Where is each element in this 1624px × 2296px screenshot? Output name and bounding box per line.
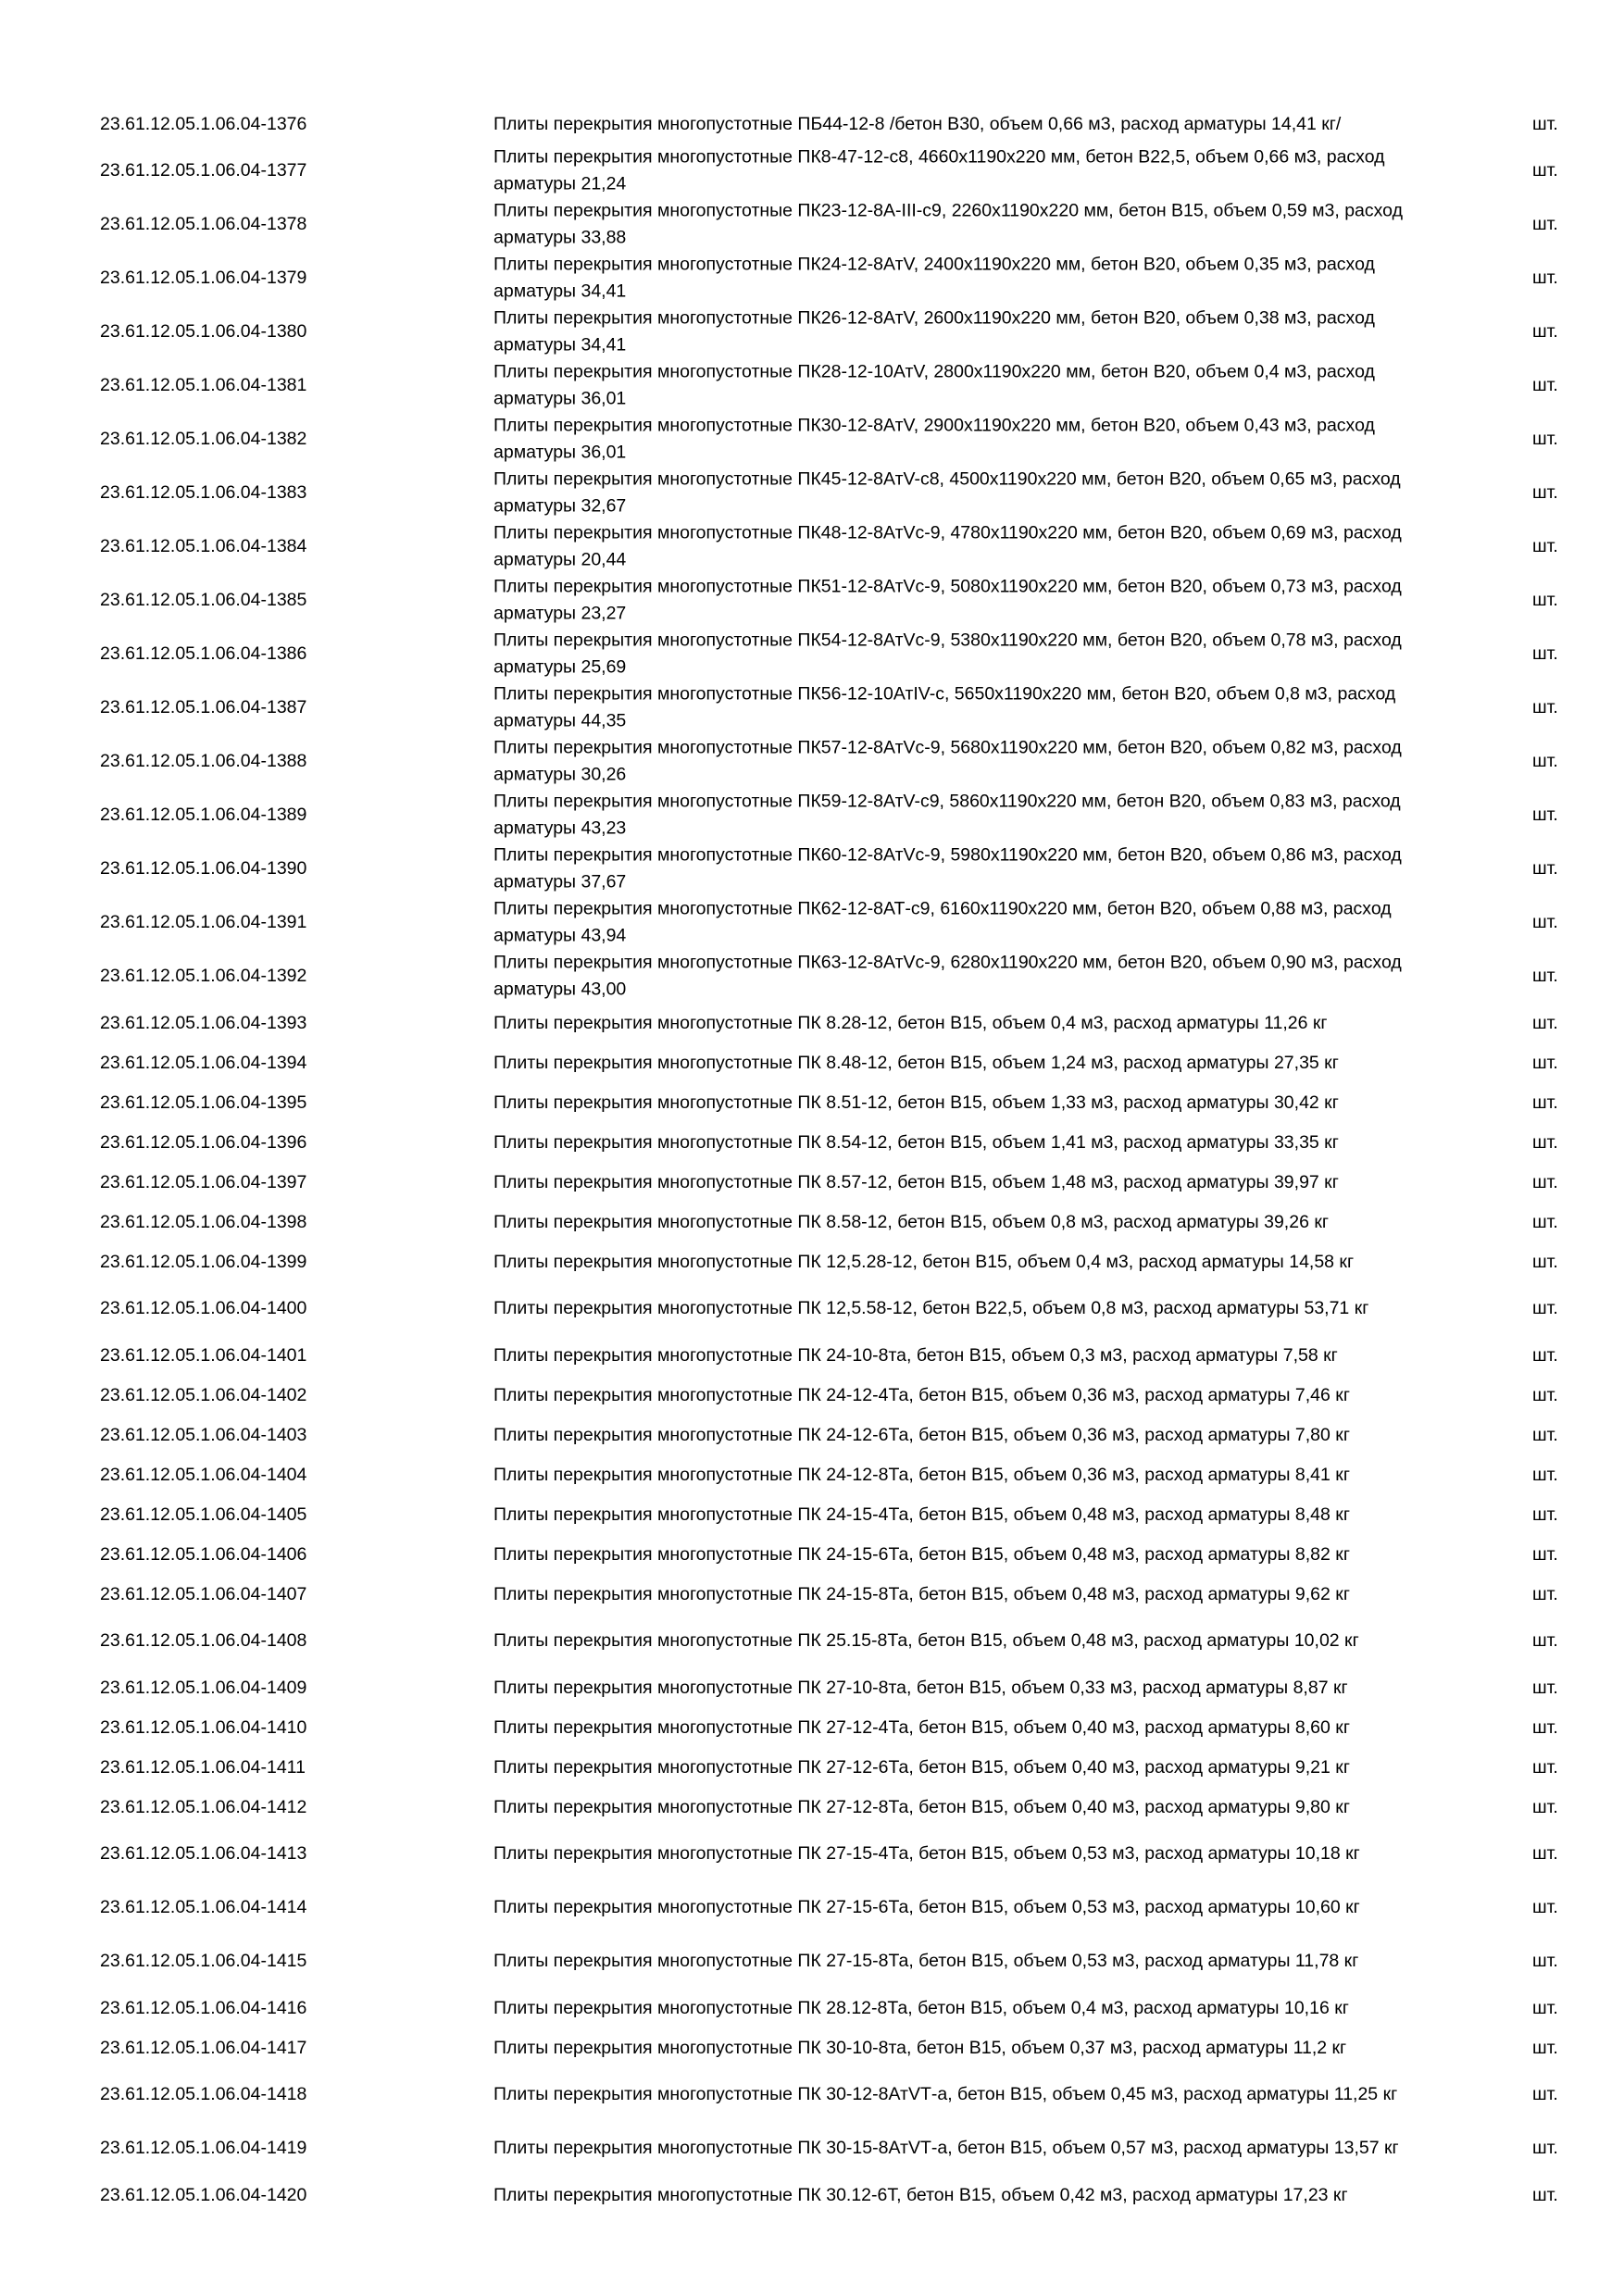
resource-code: 23.61.12.05.1.06.04-1386 bbox=[100, 643, 307, 664]
unit-of-measure: шт. bbox=[1532, 697, 1558, 718]
resource-description: Плиты перекрытия многопустотные ПК 25.15-8Та, бетон В15, объем 0,48 м3, расход арматуры 10,02 кг bbox=[493, 1629, 1359, 1651]
table-row bbox=[0, 680, 1624, 734]
resource-code: 23.61.12.05.1.06.04-1394 bbox=[100, 1052, 307, 1073]
unit-of-measure: шт. bbox=[1532, 858, 1558, 879]
resource-description: Плиты перекрытия многопустотные ПК59-12-8АтV-с9, 5860х1190х220 мм, бетон В20, объем 0,83 м3, расход арматуры 43,23 bbox=[493, 791, 1401, 838]
unit-of-measure: шт. bbox=[1532, 1504, 1558, 1525]
table-row bbox=[0, 305, 1624, 358]
resource-description: Плиты перекрытия многопустотные ПК 8.48-12, бетон В15, объем 1,24 м3, расход арматуры 27,35 кг bbox=[493, 1052, 1339, 1073]
unit-of-measure: шт. bbox=[1532, 1171, 1558, 1192]
table-row bbox=[0, 1202, 1624, 1242]
table-row bbox=[0, 1454, 1624, 1494]
resource-description: Плиты перекрытия многопустотные ПК 30-15-8АтVТ-а, бетон В15, объем 0,57 м3, расход арматуры 13,57 кг bbox=[493, 2137, 1399, 2158]
table-row bbox=[0, 1787, 1624, 1827]
resource-code: 23.61.12.05.1.06.04-1383 bbox=[100, 482, 307, 503]
resource-description: Плиты перекрытия многопустотные ПК54-12-8АтVс-9, 5380х1190х220 мм, бетон В20, объем 0,78 м3, расход арматуры 25,69 bbox=[493, 630, 1402, 677]
resource-code: 23.61.12.05.1.06.04-1408 bbox=[100, 1630, 307, 1651]
table-row bbox=[0, 1003, 1624, 1042]
price-table bbox=[0, 104, 1624, 2215]
table-row bbox=[0, 1415, 1624, 1454]
table-row bbox=[0, 1122, 1624, 1162]
unit-of-measure: шт. bbox=[1532, 966, 1558, 986]
unit-of-measure: шт. bbox=[1532, 214, 1558, 234]
resource-code: 23.61.12.05.1.06.04-1410 bbox=[100, 1716, 307, 1738]
table-row bbox=[0, 1494, 1624, 1534]
table-row bbox=[0, 949, 1624, 1003]
resource-description: Плиты перекрытия многопустотные ПК 24-15-6Та, бетон В15, объем 0,48 м3, расход арматуры 8,82 кг bbox=[493, 1543, 1350, 1565]
resource-description: Плиты перекрытия многопустотные ПК 30-10-8та, бетон В15, объем 0,37 м3, расход арматуры 11,2 кг bbox=[493, 2037, 1347, 2058]
table-row bbox=[0, 519, 1624, 573]
resource-description: Плиты перекрытия многопустотные ПК 8.28-12, бетон В15, объем 0,4 м3, расход арматуры 11,26 кг bbox=[493, 1012, 1328, 1033]
table-row bbox=[0, 1162, 1624, 1202]
resource-code: 23.61.12.05.1.06.04-1416 bbox=[100, 1997, 307, 2018]
unit-of-measure: шт. bbox=[1532, 1796, 1558, 1817]
resource-code: 23.61.12.05.1.06.04-1406 bbox=[100, 1543, 307, 1565]
unit-of-measure: шт. bbox=[1532, 1897, 1558, 1917]
table-row bbox=[0, 1614, 1624, 1667]
table-row bbox=[0, 466, 1624, 519]
resource-code: 23.61.12.05.1.06.04-1390 bbox=[100, 858, 307, 879]
table-row bbox=[0, 1707, 1624, 1747]
resource-code: 23.61.12.05.1.06.04-1376 bbox=[100, 113, 307, 134]
resource-description: Плиты перекрытия многопустотные ПК 30-12-8АтVТ-а, бетон В15, объем 0,45 м3, расход арматуры 11,25 кг bbox=[493, 2083, 1398, 2104]
unit-of-measure: шт. bbox=[1532, 1951, 1558, 1971]
resource-description: Плиты перекрытия многопустотные ПК 27-15-8Та, бетон В15, объем 0,53 м3, расход арматуры 11,78 кг bbox=[493, 1950, 1359, 1971]
resource-description: Плиты перекрытия многопустотные ПК 12,5.58-12, бетон В22,5, объем 0,8 м3, расход арматуры 53,71 кг bbox=[493, 1297, 1369, 1318]
table-row bbox=[0, 627, 1624, 680]
unit-of-measure: шт. bbox=[1532, 1756, 1558, 1778]
resource-code: 23.61.12.05.1.06.04-1399 bbox=[100, 1251, 307, 1272]
resource-description: Плиты перекрытия многопустотные ПК24-12-8АтV, 2400х1190х220 мм, бетон В20, объем 0,35 м3, расход арматуры 34,41 bbox=[493, 254, 1375, 301]
table-row bbox=[0, 788, 1624, 842]
unit-of-measure: шт. bbox=[1532, 2084, 1558, 2104]
resource-code: 23.61.12.05.1.06.04-1391 bbox=[100, 912, 307, 932]
table-row bbox=[0, 1880, 1624, 1934]
table-row bbox=[0, 1335, 1624, 1375]
resource-code: 23.61.12.05.1.06.04-1387 bbox=[100, 697, 307, 718]
unit-of-measure: шт. bbox=[1532, 1677, 1558, 1698]
unit-of-measure: шт. bbox=[1532, 1583, 1558, 1604]
unit-of-measure: шт. bbox=[1532, 1424, 1558, 1445]
resource-code: 23.61.12.05.1.06.04-1418 bbox=[100, 2084, 307, 2104]
resource-code: 23.61.12.05.1.06.04-1379 bbox=[100, 268, 307, 288]
table-row bbox=[0, 1042, 1624, 1082]
unit-of-measure: шт. bbox=[1532, 2037, 1558, 2058]
resource-code: 23.61.12.05.1.06.04-1397 bbox=[100, 1171, 307, 1192]
resource-code: 23.61.12.05.1.06.04-1409 bbox=[100, 1677, 307, 1698]
resource-description: Плиты перекрытия многопустотные ПК26-12-8АтV, 2600х1190х220 мм, бетон В20, объем 0,38 м3, расход арматуры 34,41 bbox=[493, 307, 1375, 355]
table-row bbox=[0, 104, 1624, 144]
unit-of-measure: шт. bbox=[1532, 805, 1558, 825]
resource-code: 23.61.12.05.1.06.04-1402 bbox=[100, 1384, 307, 1405]
resource-code: 23.61.12.05.1.06.04-1389 bbox=[100, 805, 307, 825]
resource-description: Плиты перекрытия многопустотные ПК 27-15-4Та, бетон В15, объем 0,53 м3, расход арматуры 10,18 кг bbox=[493, 1842, 1360, 1864]
unit-of-measure: шт. bbox=[1532, 321, 1558, 342]
resource-description: Плиты перекрытия многопустотные ПК 28.12-8Та, бетон В15, объем 0,4 м3, расход арматуры 10,16 кг bbox=[493, 1997, 1349, 2018]
unit-of-measure: шт. bbox=[1532, 590, 1558, 610]
unit-of-measure: шт. bbox=[1532, 1012, 1558, 1033]
table-row bbox=[0, 1242, 1624, 1281]
unit-of-measure: шт. bbox=[1532, 1211, 1558, 1232]
resource-code: 23.61.12.05.1.06.04-1385 bbox=[100, 590, 307, 610]
resource-description: Плиты перекрытия многопустотные ПК57-12-8АтVс-9, 5680х1190х220 мм, бетон В20, объем 0,82 м3, расход арматуры 30,26 bbox=[493, 737, 1402, 784]
resource-description: Плиты перекрытия многопустотные ПК56-12-10АтIV-с, 5650х1190х220 мм, бетон В20, объем 0,8 м3, расход арматуры 44,35 bbox=[493, 683, 1396, 730]
table-row bbox=[0, 1082, 1624, 1122]
resource-description: Плиты перекрытия многопустотные ПК 30.12-6Т, бетон В15, объем 0,42 м3, расход арматуры 17,23 кг bbox=[493, 2184, 1348, 2205]
resource-code: 23.61.12.05.1.06.04-1381 bbox=[100, 375, 307, 395]
resource-code: 23.61.12.05.1.06.04-1415 bbox=[100, 1951, 307, 1971]
resource-description: Плиты перекрытия многопустотные ПК62-12-8АТ-с9, 6160х1190х220 мм, бетон В20, объем 0,88 м3, расход арматуры 43,94 bbox=[493, 898, 1392, 945]
resource-description: Плиты перекрытия многопустотные ПК28-12-10АтV, 2800х1190х220 мм, бетон В20, объем 0,4 м3, расход арматуры 36,01 bbox=[493, 361, 1375, 408]
resource-description: Плиты перекрытия многопустотные ПК 24-15-8Та, бетон В15, объем 0,48 м3, расход арматуры 9,62 кг bbox=[493, 1583, 1350, 1604]
unit-of-measure: шт. bbox=[1532, 1716, 1558, 1738]
resource-code: 23.61.12.05.1.06.04-1395 bbox=[100, 1092, 307, 1113]
table-row bbox=[0, 1827, 1624, 1880]
unit-of-measure: шт. bbox=[1532, 268, 1558, 288]
table-row bbox=[0, 1747, 1624, 1787]
unit-of-measure: шт. bbox=[1532, 2184, 1558, 2205]
resource-description: Плиты перекрытия многопустотные ПК 27-15-6Та, бетон В15, объем 0,53 м3, расход арматуры 10,60 кг bbox=[493, 1896, 1360, 1917]
unit-of-measure: шт. bbox=[1532, 1298, 1558, 1318]
resource-code: 23.61.12.05.1.06.04-1378 bbox=[100, 214, 307, 234]
table-row bbox=[0, 1281, 1624, 1335]
resource-description: Плиты перекрытия многопустотные ПК 12,5.28-12, бетон В15, объем 0,4 м3, расход арматуры 14,58 кг bbox=[493, 1251, 1355, 1272]
unit-of-measure: шт. bbox=[1532, 1052, 1558, 1073]
table-row bbox=[0, 842, 1624, 895]
resource-code: 23.61.12.05.1.06.04-1396 bbox=[100, 1131, 307, 1153]
resource-description: Плиты перекрытия многопустотные ПК60-12-8АтVс-9, 5980х1190х220 мм, бетон В20, объем 0,86 м3, расход арматуры 37,67 bbox=[493, 844, 1402, 892]
resource-code: 23.61.12.05.1.06.04-1377 bbox=[100, 160, 307, 181]
unit-of-measure: шт. bbox=[1532, 1092, 1558, 1113]
resource-code: 23.61.12.05.1.06.04-1393 bbox=[100, 1012, 307, 1033]
unit-of-measure: шт. bbox=[1532, 1630, 1558, 1651]
unit-of-measure: шт. bbox=[1532, 375, 1558, 395]
table-row bbox=[0, 1667, 1624, 1707]
table-row bbox=[0, 2067, 1624, 2121]
resource-description: Плиты перекрытия многопустотные ПК63-12-8АтVс-9, 6280х1190х220 мм, бетон В20, объем 0,90 м3, расход арматуры 43,00 bbox=[493, 952, 1402, 999]
unit-of-measure: шт. bbox=[1532, 1384, 1558, 1405]
table-row bbox=[0, 251, 1624, 305]
unit-of-measure: шт. bbox=[1532, 751, 1558, 771]
resource-description: Плиты перекрытия многопустотные ПК45-12-8АтV-с8, 4500х1190х220 мм, бетон В20, объем 0,65 м3, расход арматуры 32,67 bbox=[493, 468, 1401, 516]
resource-description: Плиты перекрытия многопустотные ПК 8.51-12, бетон В15, объем 1,33 м3, расход арматуры 30,42 кг bbox=[493, 1092, 1339, 1113]
unit-of-measure: шт. bbox=[1532, 912, 1558, 932]
resource-description: Плиты перекрытия многопустотные ПК51-12-8АтVс-9, 5080х1190х220 мм, бетон В20, объем 0,73 м3, расход арматуры 23,27 bbox=[493, 576, 1402, 623]
unit-of-measure: шт. bbox=[1532, 643, 1558, 664]
resource-code: 23.61.12.05.1.06.04-1384 bbox=[100, 536, 307, 556]
resource-code: 23.61.12.05.1.06.04-1400 bbox=[100, 1298, 307, 1318]
table-row bbox=[0, 358, 1624, 412]
resource-code: 23.61.12.05.1.06.04-1420 bbox=[100, 2184, 307, 2205]
resource-description: Плиты перекрытия многопустотные ПК 8.57-12, бетон В15, объем 1,48 м3, расход арматуры 39,97 кг bbox=[493, 1171, 1339, 1192]
resource-code: 23.61.12.05.1.06.04-1403 bbox=[100, 1424, 307, 1445]
resource-code: 23.61.12.05.1.06.04-1398 bbox=[100, 1211, 307, 1232]
unit-of-measure: шт. bbox=[1532, 1131, 1558, 1153]
unit-of-measure: шт. bbox=[1532, 1997, 1558, 2018]
resource-code: 23.61.12.05.1.06.04-1419 bbox=[100, 2138, 307, 2158]
resource-description: Плиты перекрытия многопустотные ПК23-12-8А-III-с9, 2260х1190х220 мм, бетон В15, объем 0,59 м3, расход арматуры 33,88 bbox=[493, 200, 1403, 247]
resource-description: Плиты перекрытия многопустотные ПК8-47-12-с8, 4660х1190х220 мм, бетон В22,5, объем 0,66 м3, расход арматуры 21,24 bbox=[493, 146, 1385, 193]
resource-code: 23.61.12.05.1.06.04-1392 bbox=[100, 966, 307, 986]
resource-code: 23.61.12.05.1.06.04-1407 bbox=[100, 1583, 307, 1604]
resource-code: 23.61.12.05.1.06.04-1417 bbox=[100, 2037, 307, 2058]
table-row bbox=[0, 1934, 1624, 1988]
table-row bbox=[0, 2028, 1624, 2067]
resource-description: Плиты перекрытия многопустотные ПК30-12-8АтV, 2900х1190х220 мм, бетон В20, объем 0,43 м3, расход арматуры 36,01 bbox=[493, 415, 1375, 462]
table-row bbox=[0, 1375, 1624, 1415]
table-row bbox=[0, 1988, 1624, 2028]
table-row bbox=[0, 1574, 1624, 1614]
resource-description: Плиты перекрытия многопустотные ПК 24-12-6Та, бетон В15, объем 0,36 м3, расход арматуры 7,80 кг bbox=[493, 1424, 1350, 1445]
table-row bbox=[0, 1534, 1624, 1574]
unit-of-measure: шт. bbox=[1532, 1464, 1558, 1485]
table-row bbox=[0, 734, 1624, 788]
table-row bbox=[0, 412, 1624, 466]
resource-code: 23.61.12.05.1.06.04-1401 bbox=[100, 1344, 307, 1366]
resource-description: Плиты перекрытия многопустотные ПК 27-12-6Та, бетон В15, объем 0,40 м3, расход арматуры 9,21 кг bbox=[493, 1756, 1350, 1778]
unit-of-measure: шт. bbox=[1532, 160, 1558, 181]
resource-code: 23.61.12.05.1.06.04-1411 bbox=[100, 1756, 306, 1778]
unit-of-measure: шт. bbox=[1532, 536, 1558, 556]
resource-code: 23.61.12.05.1.06.04-1414 bbox=[100, 1897, 307, 1917]
table-row bbox=[0, 197, 1624, 251]
unit-of-measure: шт. bbox=[1532, 113, 1558, 134]
resource-description: Плиты перекрытия многопустотные ПК 24-15-4Та, бетон В15, объем 0,48 м3, расход арматуры 8,48 кг bbox=[493, 1504, 1350, 1525]
resource-description: Плиты перекрытия многопустотные ПК 8.54-12, бетон В15, объем 1,41 м3, расход арматуры 33,35 кг bbox=[493, 1131, 1339, 1153]
table-row bbox=[0, 2175, 1624, 2215]
resource-description: Плиты перекрытия многопустотные ПК 24-10-8та, бетон В15, объем 0,3 м3, расход арматуры 7,58 кг bbox=[493, 1344, 1338, 1366]
unit-of-measure: шт. bbox=[1532, 482, 1558, 503]
resource-description: Плиты перекрытия многопустотные ПК 27-12-8Та, бетон В15, объем 0,40 м3, расход арматуры 9,80 кг bbox=[493, 1796, 1350, 1817]
resource-code: 23.61.12.05.1.06.04-1382 bbox=[100, 429, 307, 449]
unit-of-measure: шт. bbox=[1532, 1543, 1558, 1565]
resource-code: 23.61.12.05.1.06.04-1405 bbox=[100, 1504, 307, 1525]
resource-description: Плиты перекрытия многопустотные ПК 24-12-4Та, бетон В15, объем 0,36 м3, расход арматуры 7,46 кг bbox=[493, 1384, 1350, 1405]
resource-code: 23.61.12.05.1.06.04-1413 bbox=[100, 1843, 307, 1864]
resource-description: Плиты перекрытия многопустотные ПК48-12-8АтVс-9, 4780х1190х220 мм, бетон В20, объем 0,69 м3, расход арматуры 20,44 bbox=[493, 522, 1402, 569]
table-row bbox=[0, 573, 1624, 627]
unit-of-measure: шт. bbox=[1532, 429, 1558, 449]
unit-of-measure: шт. bbox=[1532, 1251, 1558, 1272]
table-row bbox=[0, 895, 1624, 949]
resource-description: Плиты перекрытия многопустотные ПК 27-12-4Та, бетон В15, объем 0,40 м3, расход арматуры 8,60 кг bbox=[493, 1716, 1350, 1738]
unit-of-measure: шт. bbox=[1532, 2138, 1558, 2158]
resource-description: Плиты перекрытия многопустотные ПБ44-12-8 /бетон В30, объем 0,66 м3, расход арматуры 14,41 кг/ bbox=[493, 113, 1342, 134]
resource-description: Плиты перекрытия многопустотные ПК 8.58-12, бетон В15, объем 0,8 м3, расход арматуры 39,26 кг bbox=[493, 1211, 1329, 1232]
resource-description: Плиты перекрытия многопустотные ПК 27-10-8та, бетон В15, объем 0,33 м3, расход арматуры 8,87 кг bbox=[493, 1677, 1348, 1698]
resource-code: 23.61.12.05.1.06.04-1388 bbox=[100, 751, 307, 771]
resource-description: Плиты перекрытия многопустотные ПК 24-12-8Та, бетон В15, объем 0,36 м3, расход арматуры 8,41 кг bbox=[493, 1464, 1350, 1485]
table-row bbox=[0, 2121, 1624, 2175]
resource-code: 23.61.12.05.1.06.04-1404 bbox=[100, 1464, 307, 1485]
unit-of-measure: шт. bbox=[1532, 1843, 1558, 1864]
resource-code: 23.61.12.05.1.06.04-1412 bbox=[100, 1796, 307, 1817]
table-row bbox=[0, 144, 1624, 197]
resource-code: 23.61.12.05.1.06.04-1380 bbox=[100, 321, 307, 342]
unit-of-measure: шт. bbox=[1532, 1344, 1558, 1366]
